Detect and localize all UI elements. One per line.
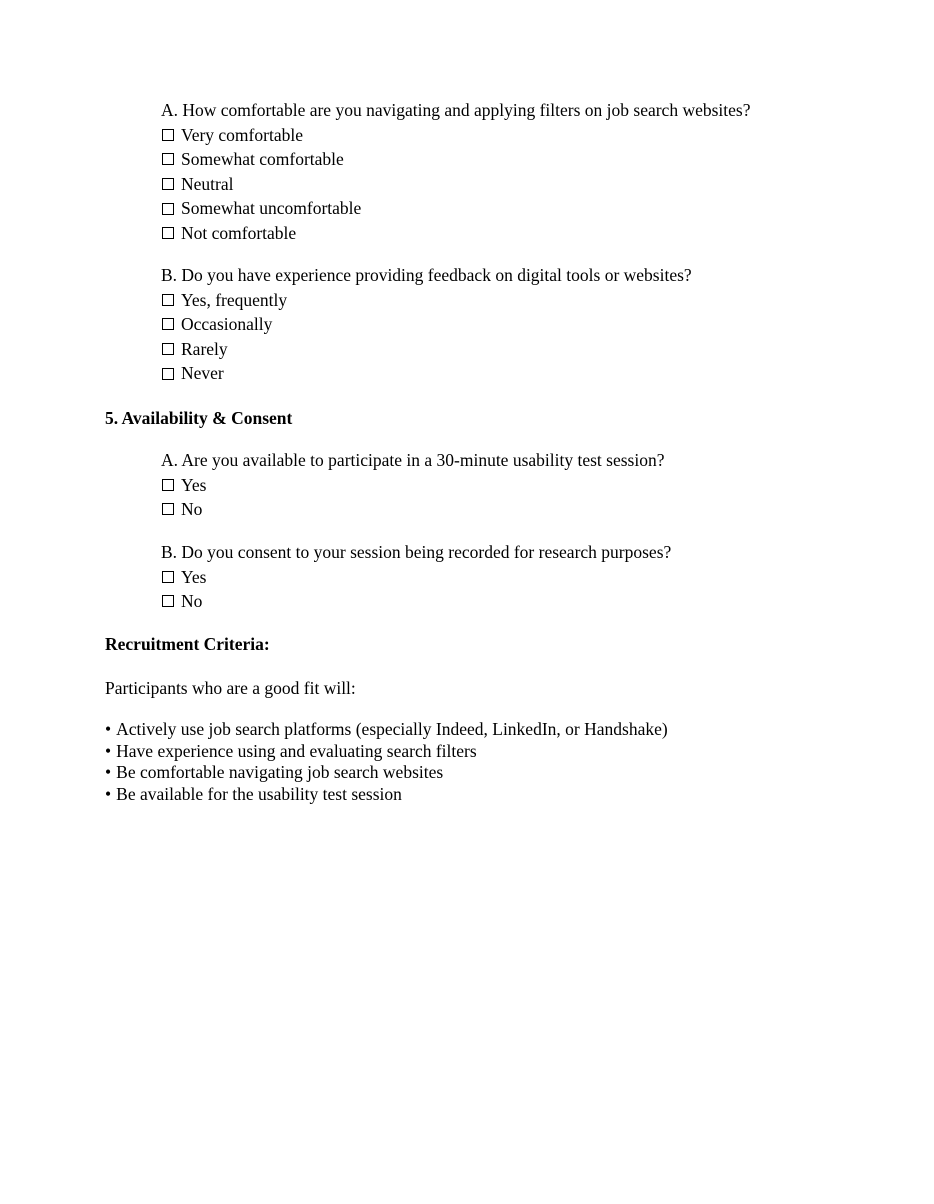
option-available-yes[interactable] [161, 473, 664, 498]
list-item [105, 784, 668, 806]
recruitment-intro: Participants who are a good fit will: [105, 678, 356, 698]
option-neutral[interactable] [161, 172, 750, 197]
option-somewhat-comfortable[interactable] [161, 147, 750, 172]
option-label: Yes [181, 566, 207, 587]
option-label: Yes [181, 474, 207, 495]
question-availability-text: A. Are you available to participate in a 30-minute usability test session? [161, 450, 665, 470]
question-comfort [161, 98, 750, 246]
question-consent-text: B. Do you consent to your session being recorded for research purposes? [161, 542, 672, 562]
checkbox-icon[interactable] [162, 343, 174, 355]
list-item-text: Actively use job search platforms (especially Indeed, LinkedIn, or Handshake) [116, 719, 668, 739]
question-consent [161, 540, 671, 614]
bullet-icon: • [105, 762, 112, 783]
option-label: Rarely [181, 338, 228, 359]
option-available-no[interactable] [161, 497, 664, 522]
checkbox-icon[interactable] [162, 368, 174, 380]
option-label: Neutral [181, 173, 234, 194]
option-not-comfortable[interactable] [161, 221, 750, 246]
bullet-icon: • [105, 719, 112, 739]
checkbox-icon[interactable] [162, 227, 174, 239]
list-item [105, 719, 668, 741]
option-yes-frequently[interactable] [161, 288, 692, 313]
checkbox-icon[interactable] [162, 153, 174, 165]
section-heading-recruitment: Recruitment Criteria: [105, 634, 270, 654]
bullet-icon: • [105, 784, 112, 805]
checkbox-icon[interactable] [162, 595, 174, 607]
list-item-text: Have experience using and evaluating search filters [116, 740, 477, 761]
section-heading-availability: 5. Availability & Consent [105, 408, 293, 428]
option-consent-no[interactable] [161, 589, 671, 614]
option-somewhat-uncomfortable[interactable] [161, 196, 750, 221]
question-feedback-text: B. Do you have experience providing feedback on digital tools or websites? [161, 265, 692, 285]
list-item-text: Be comfortable navigating job search websites [116, 762, 444, 783]
question-comfort-text: A. How comfortable are you navigating and applying filters on job search websites? [161, 100, 751, 120]
option-label: Very comfortable [181, 124, 303, 145]
option-rarely[interactable] [161, 337, 692, 362]
option-label: Not comfortable [181, 222, 297, 243]
list-item [105, 762, 668, 784]
checkbox-icon[interactable] [162, 129, 174, 141]
checkbox-icon[interactable] [162, 479, 174, 491]
option-label: Never [181, 363, 224, 384]
option-label: Somewhat uncomfortable [181, 198, 362, 219]
checkbox-icon[interactable] [162, 503, 174, 515]
question-availability [161, 448, 664, 522]
question-feedback [161, 263, 692, 386]
checkbox-icon[interactable] [162, 178, 174, 190]
option-label: Somewhat comfortable [181, 149, 344, 170]
option-occasionally[interactable] [161, 312, 692, 337]
checkbox-icon[interactable] [162, 318, 174, 330]
list-item-text: Be available for the usability test session [116, 784, 402, 805]
list-item [105, 741, 668, 763]
option-label: Occasionally [181, 314, 273, 335]
checkbox-icon[interactable] [162, 203, 174, 215]
option-consent-yes[interactable] [161, 565, 671, 590]
checkbox-icon[interactable] [162, 294, 174, 306]
option-label: Yes, frequently [181, 289, 288, 310]
option-never[interactable] [161, 361, 692, 386]
criteria-list [105, 719, 668, 806]
checkbox-icon[interactable] [162, 571, 174, 583]
option-very-comfortable[interactable] [161, 123, 750, 148]
option-label: No [181, 591, 203, 612]
bullet-icon: • [105, 740, 112, 761]
option-label: No [181, 499, 203, 520]
